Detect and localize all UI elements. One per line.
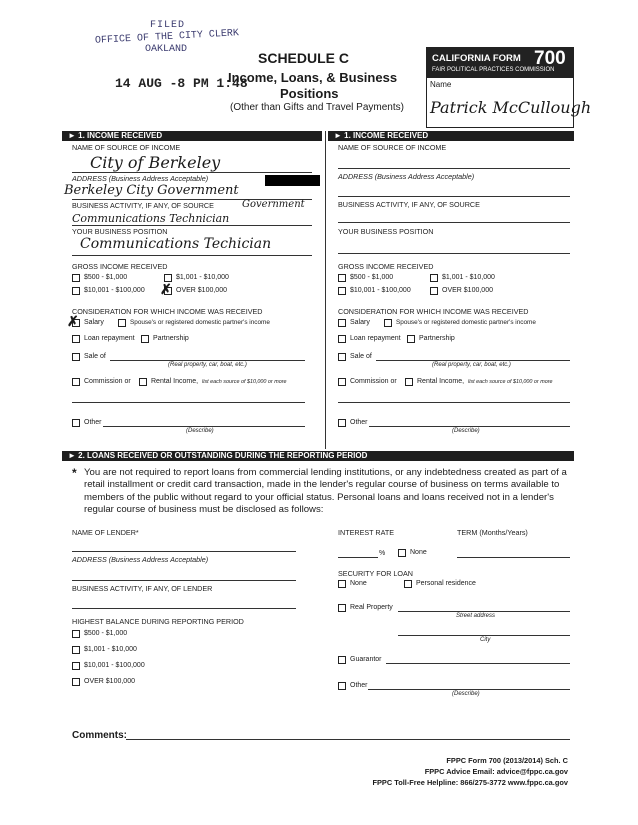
sale-of-checkbox[interactable]: [72, 353, 80, 361]
right-rental-label: Rental Income,: [417, 378, 465, 385]
address-value: Berkeley City Government: [64, 183, 239, 198]
sale-of-line[interactable]: [110, 360, 305, 361]
street-address-line[interactable]: [398, 611, 570, 612]
consideration-label: CONSIDERATION FOR WHICH INCOME WAS RECEIVED: [72, 307, 263, 316]
income-header-left: ► 1. INCOME RECEIVED: [62, 131, 322, 141]
guarantor-label: Guarantor: [350, 656, 382, 663]
partnership-label: Partnership: [153, 335, 189, 342]
term-line[interactable]: [457, 557, 570, 558]
filed-stamp: FILED: [150, 20, 186, 31]
right-gross-10001-label: $10,001 - $100,000: [350, 287, 411, 294]
security-label: SECURITY FOR LOAN: [338, 569, 413, 578]
right-other-line[interactable]: [369, 426, 570, 427]
form-subtitle: (Other than Gifts and Travel Payments): [230, 102, 404, 113]
right-salary-label: Salary: [350, 319, 370, 326]
right-other-checkbox[interactable]: [338, 419, 346, 427]
city-stamp: OAKLAND: [145, 44, 188, 55]
commission-checkbox[interactable]: [72, 378, 80, 386]
lender-address-label: ADDRESS (Business Address Acceptable): [72, 555, 209, 564]
comments-label: Comments:: [72, 730, 128, 741]
redaction-block: [265, 175, 320, 186]
right-gross-over-checkbox[interactable]: [430, 287, 438, 295]
right-loan-repayment-label: Loan repayment: [350, 335, 401, 342]
other-line[interactable]: [103, 426, 305, 427]
right-gross-1001-label: $1,001 - $10,000: [442, 274, 495, 281]
right-partnership-label: Partnership: [419, 335, 455, 342]
right-sale-of-line[interactable]: [376, 360, 570, 361]
interest-rate-line[interactable]: [338, 557, 378, 558]
right-loan-repayment-checkbox[interactable]: [338, 335, 346, 343]
guarantor-checkbox[interactable]: [338, 656, 346, 664]
schedule-title: SCHEDULE C: [258, 50, 350, 66]
right-consideration-label: CONSIDERATION FOR WHICH INCOME WAS RECEIVED: [338, 307, 529, 316]
street-address-label: Street address: [456, 613, 496, 619]
other-checkbox[interactable]: [72, 419, 80, 427]
right-salary-checkbox[interactable]: [338, 319, 346, 327]
right-position-line[interactable]: [338, 253, 570, 254]
form-badge: [426, 47, 574, 77]
gross-1001-label: $1,001 - $10,000: [176, 274, 229, 281]
income-header-right: ► 1. INCOME RECEIVED: [328, 131, 574, 141]
lender-activity-label: BUSINESS ACTIVITY, IF ANY, OF LENDER: [72, 584, 213, 593]
address-label: ADDRESS (Business Address Acceptable): [72, 174, 209, 183]
gross-over-checkmark-icon: ✗: [160, 281, 172, 297]
real-property-label: Real Property: [350, 604, 393, 611]
sale-of-label: Sale of: [84, 353, 106, 360]
right-address-line[interactable]: [338, 196, 570, 197]
balance-500-label: $500 - $1,000: [84, 630, 128, 637]
position-value: Communications Techician: [80, 236, 272, 252]
date-stamp: 14 AUG -8 PM 1:48: [115, 76, 248, 91]
office-stamp: OFFICE OF THE CITY CLERK: [94, 28, 240, 47]
right-spouse-checkbox[interactable]: [384, 319, 392, 327]
right-rental-note: list each source of $10,000 or more: [468, 379, 553, 385]
right-rental-checkbox[interactable]: [405, 378, 413, 386]
right-gross-1001-checkbox[interactable]: [430, 274, 438, 282]
lender-label: NAME OF LENDER*: [72, 528, 139, 537]
other-describe: (Describe): [186, 428, 214, 434]
footer-helpline: FPPC Toll-Free Helpline: 866/275-3772 www.fppc.ca.gov: [372, 778, 568, 787]
right-gross-over-label: OVER $100,000: [442, 287, 493, 294]
rental-note: list each source of $10,000 or more: [202, 379, 287, 385]
interest-none-label: None: [410, 549, 427, 556]
right-rental-line[interactable]: [338, 402, 570, 403]
balance-500-checkbox[interactable]: [72, 630, 80, 638]
balance-10001-label: $10,001 - $100,000: [84, 662, 145, 669]
right-activity-line[interactable]: [338, 222, 570, 223]
form-title-line2: Positions: [280, 86, 339, 101]
name-value: Patrick McCullough: [430, 98, 592, 117]
right-activity-label: BUSINESS ACTIVITY, IF ANY, OF SOURCE: [338, 200, 480, 209]
form-label: CALIFORNIA FORM: [432, 53, 521, 64]
loan-other-line[interactable]: [368, 689, 570, 690]
right-gross-income-label: GROSS INCOME RECEIVED: [338, 262, 434, 271]
rental-checkbox[interactable]: [139, 378, 147, 386]
sale-of-desc: (Real property, car, boat, etc.): [168, 362, 247, 368]
form-title-line1: Income, Loans, & Business: [228, 70, 398, 85]
percent-label: %: [379, 550, 386, 557]
form-number: 700: [534, 48, 566, 69]
interest-rate-label: INTEREST RATE: [338, 528, 395, 537]
guarantor-line[interactable]: [386, 663, 570, 664]
rental-line[interactable]: [72, 402, 305, 403]
comments-line[interactable]: [126, 739, 570, 740]
loan-other-label: Other: [350, 682, 368, 689]
commission-label: FAIR POLITICAL PRACTICES COMMISSION: [432, 67, 555, 73]
personal-residence-label: Personal residence: [416, 580, 476, 587]
right-commission-label: Commission or: [350, 378, 397, 385]
position-line[interactable]: [72, 255, 312, 256]
security-none-label: None: [350, 580, 367, 587]
salary-checkmark-icon: ✗: [67, 313, 79, 329]
gross-500-label: $500 - $1,000: [84, 274, 128, 281]
spouse-checkbox[interactable]: [118, 319, 126, 327]
activity-line[interactable]: [72, 225, 312, 226]
source-name-value: City of Berkeley: [90, 153, 221, 172]
right-position-label: YOUR BUSINESS POSITION: [338, 227, 434, 236]
city-label: City: [480, 637, 491, 643]
interest-none-checkbox[interactable]: [398, 549, 406, 557]
gross-10001-label: $10,001 - $100,000: [84, 287, 145, 294]
loan-repayment-label: Loan repayment: [84, 335, 135, 342]
lender-activity-line[interactable]: [72, 608, 296, 609]
gross-10001-checkbox[interactable]: [72, 287, 80, 295]
position-label: YOUR BUSINESS POSITION: [72, 227, 168, 236]
footer-form-id: FPPC Form 700 (2013/2014) Sch. C: [446, 756, 568, 765]
right-spouse-label: Spouse's or registered domestic partner's income: [396, 319, 536, 326]
commission-label: Commission or: [84, 378, 131, 385]
partnership-checkbox[interactable]: [141, 335, 149, 343]
right-source-name-line[interactable]: [338, 168, 570, 169]
gross-over-label: OVER $100,000: [176, 287, 227, 294]
rental-label: Rental Income,: [151, 378, 199, 385]
real-property-checkbox[interactable]: [338, 604, 346, 612]
activity-value-a: Government: [242, 199, 305, 210]
loan-other-checkbox[interactable]: [338, 682, 346, 690]
footer-email: FPPC Advice Email: advice@fppc.ca.gov: [424, 767, 568, 776]
balance-1001-checkbox[interactable]: [72, 646, 80, 654]
balance-10001-checkbox[interactable]: [72, 662, 80, 670]
right-commission-checkbox[interactable]: [338, 378, 346, 386]
city-line[interactable]: [398, 635, 570, 636]
name-label: Name: [430, 80, 452, 89]
salary-label: Salary: [84, 319, 104, 326]
lender-address-line[interactable]: [72, 580, 296, 581]
loan-other-describe: (Describe): [452, 691, 480, 697]
personal-residence-checkbox[interactable]: [404, 580, 412, 588]
right-partnership-checkbox[interactable]: [407, 335, 415, 343]
gross-500-checkbox[interactable]: [72, 274, 80, 282]
right-gross-500-checkbox[interactable]: [338, 274, 346, 282]
column-divider: [325, 131, 326, 449]
right-sale-of-label: Sale of: [350, 353, 372, 360]
right-gross-10001-checkbox[interactable]: [338, 287, 346, 295]
source-name-line[interactable]: [72, 172, 312, 173]
loans-header: ► 2. LOANS RECEIVED OR OUTSTANDING DURING THE REPORTING PERIOD: [62, 451, 574, 461]
balance-label: HIGHEST BALANCE DURING REPORTING PERIOD: [72, 617, 244, 626]
term-label: TERM (Months/Years): [457, 528, 528, 537]
right-source-name-label: NAME OF SOURCE OF INCOME: [338, 143, 447, 152]
gross-income-label: GROSS INCOME RECEIVED: [72, 262, 168, 271]
balance-over-label: OVER $100,000: [84, 678, 135, 685]
activity-value-b: Communications Technician: [72, 212, 230, 225]
balance-over-checkbox[interactable]: [72, 678, 80, 686]
right-sale-of-checkbox[interactable]: [338, 353, 346, 361]
lender-line[interactable]: [72, 551, 296, 552]
loans-note: You are not required to report loans from commercial lending institutions, or any indebtedness created as part of a retail installment or credit card transaction, made in the lender's regular course of business on terms available to members of the public without regard to your official status. Personal loans and loans received not in a lender's regular course of business must be disclosed as follows:: [84, 467, 567, 516]
loan-repayment-checkbox[interactable]: [72, 335, 80, 343]
loans-asterisk: *: [72, 466, 77, 480]
activity-label: BUSINESS ACTIVITY, IF ANY, OF SOURCE: [72, 201, 214, 210]
right-sale-of-desc: (Real property, car, boat, etc.): [432, 362, 511, 368]
balance-1001-label: $1,001 - $10,000: [84, 646, 137, 653]
right-address-label: ADDRESS (Business Address Acceptable): [338, 172, 475, 181]
right-other-describe: (Describe): [452, 428, 480, 434]
right-gross-500-label: $500 - $1,000: [350, 274, 394, 281]
source-name-label: NAME OF SOURCE OF INCOME: [72, 143, 181, 152]
security-none-checkbox[interactable]: [338, 580, 346, 588]
spouse-label: Spouse's or registered domestic partner's income: [130, 319, 270, 326]
right-other-label: Other: [350, 419, 368, 426]
other-label: Other: [84, 419, 102, 426]
